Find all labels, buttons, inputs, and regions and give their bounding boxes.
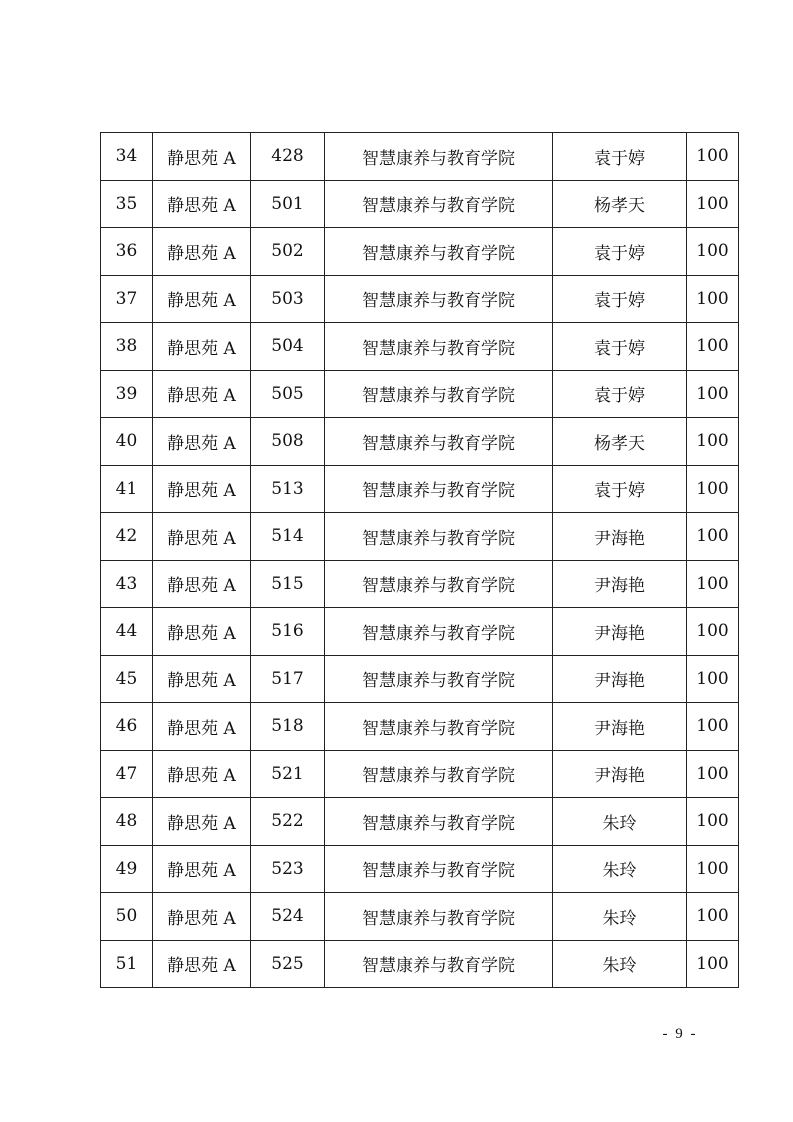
building-cell: 静思苑 A: [153, 940, 251, 988]
building-cell: 静思苑 A: [153, 608, 251, 656]
row-number-cell: 36: [101, 228, 153, 276]
score-cell: 100: [687, 608, 739, 656]
score-cell: 100: [687, 798, 739, 846]
row-number-cell: 47: [101, 750, 153, 798]
score-cell: 100: [687, 180, 739, 228]
responsible-person-cell: 朱玲: [553, 845, 687, 893]
row-number-cell: 38: [101, 323, 153, 371]
table-row: [101, 655, 739, 703]
table-row: [101, 275, 739, 323]
table-row: [101, 940, 739, 988]
building-cell: 静思苑 A: [153, 750, 251, 798]
room-number-cell: 508: [251, 418, 325, 466]
row-number-cell: 44: [101, 608, 153, 656]
row-number-cell: 51: [101, 940, 153, 988]
responsible-person-cell: 尹海艳: [553, 608, 687, 656]
row-number-cell: 43: [101, 560, 153, 608]
row-number-cell: 42: [101, 513, 153, 561]
college-cell: 智慧康养与教育学院: [325, 798, 553, 846]
score-cell: 100: [687, 323, 739, 371]
room-number-cell: 428: [251, 133, 325, 181]
building-cell: 静思苑 A: [153, 180, 251, 228]
row-number-cell: 45: [101, 655, 153, 703]
row-number-cell: 48: [101, 798, 153, 846]
score-cell: 100: [687, 845, 739, 893]
building-cell: 静思苑 A: [153, 655, 251, 703]
table-row: [101, 228, 739, 276]
building-cell: 静思苑 A: [153, 465, 251, 513]
table-row: [101, 750, 739, 798]
college-cell: 智慧康养与教育学院: [325, 370, 553, 418]
score-cell: 100: [687, 750, 739, 798]
college-cell: 智慧康养与教育学院: [325, 418, 553, 466]
score-cell: 100: [687, 703, 739, 751]
responsible-person-cell: 袁于婷: [553, 370, 687, 418]
table-row: [101, 418, 739, 466]
responsible-person-cell: 袁于婷: [553, 275, 687, 323]
building-cell: 静思苑 A: [153, 703, 251, 751]
row-number-cell: 41: [101, 465, 153, 513]
score-cell: 100: [687, 228, 739, 276]
row-number-cell: 50: [101, 893, 153, 941]
room-number-cell: 516: [251, 608, 325, 656]
room-number-cell: 504: [251, 323, 325, 371]
room-number-cell: 522: [251, 798, 325, 846]
responsible-person-cell: 尹海艳: [553, 703, 687, 751]
college-cell: 智慧康养与教育学院: [325, 893, 553, 941]
table-row: [101, 370, 739, 418]
building-cell: 静思苑 A: [153, 798, 251, 846]
college-cell: 智慧康养与教育学院: [325, 513, 553, 561]
responsible-person-cell: 袁于婷: [553, 465, 687, 513]
score-cell: 100: [687, 893, 739, 941]
table-row: [101, 465, 739, 513]
responsible-person-cell: 袁于婷: [553, 228, 687, 276]
college-cell: 智慧康养与教育学院: [325, 655, 553, 703]
room-number-cell: 503: [251, 275, 325, 323]
responsible-person-cell: 袁于婷: [553, 323, 687, 371]
row-number-cell: 39: [101, 370, 153, 418]
responsible-person-cell: 尹海艳: [553, 560, 687, 608]
table-row: [101, 703, 739, 751]
responsible-person-cell: 朱玲: [553, 893, 687, 941]
room-number-cell: 523: [251, 845, 325, 893]
row-number-cell: 34: [101, 133, 153, 181]
room-number-cell: 501: [251, 180, 325, 228]
room-number-cell: 521: [251, 750, 325, 798]
room-number-cell: 514: [251, 513, 325, 561]
college-cell: 智慧康养与教育学院: [325, 940, 553, 988]
table-row: [101, 893, 739, 941]
building-cell: 静思苑 A: [153, 275, 251, 323]
table-body: [101, 133, 739, 988]
room-number-cell: 517: [251, 655, 325, 703]
responsible-person-cell: 朱玲: [553, 940, 687, 988]
building-cell: 静思苑 A: [153, 418, 251, 466]
table-row: [101, 608, 739, 656]
building-cell: 静思苑 A: [153, 560, 251, 608]
building-cell: 静思苑 A: [153, 370, 251, 418]
responsible-person-cell: 杨孝天: [553, 418, 687, 466]
score-cell: 100: [687, 370, 739, 418]
responsible-person-cell: 朱玲: [553, 798, 687, 846]
row-number-cell: 49: [101, 845, 153, 893]
score-cell: 100: [687, 655, 739, 703]
table-row: [101, 845, 739, 893]
table-row: [101, 560, 739, 608]
row-number-cell: 46: [101, 703, 153, 751]
responsible-person-cell: 尹海艳: [553, 750, 687, 798]
room-number-cell: 502: [251, 228, 325, 276]
table-row: [101, 133, 739, 181]
dormitory-score-table: [100, 132, 739, 988]
score-cell: 100: [687, 133, 739, 181]
college-cell: 智慧康养与教育学院: [325, 703, 553, 751]
responsible-person-cell: 杨孝天: [553, 180, 687, 228]
score-cell: 100: [687, 560, 739, 608]
row-number-cell: 35: [101, 180, 153, 228]
table-row: [101, 323, 739, 371]
table-row: [101, 513, 739, 561]
responsible-person-cell: 袁于婷: [553, 133, 687, 181]
college-cell: 智慧康养与教育学院: [325, 228, 553, 276]
table-row: [101, 180, 739, 228]
building-cell: 静思苑 A: [153, 513, 251, 561]
building-cell: 静思苑 A: [153, 133, 251, 181]
room-number-cell: 513: [251, 465, 325, 513]
college-cell: 智慧康养与教育学院: [325, 323, 553, 371]
building-cell: 静思苑 A: [153, 845, 251, 893]
table-row: [101, 798, 739, 846]
college-cell: 智慧康养与教育学院: [325, 750, 553, 798]
score-cell: 100: [687, 513, 739, 561]
college-cell: 智慧康养与教育学院: [325, 560, 553, 608]
college-cell: 智慧康养与教育学院: [325, 275, 553, 323]
score-cell: 100: [687, 275, 739, 323]
building-cell: 静思苑 A: [153, 323, 251, 371]
college-cell: 智慧康养与教育学院: [325, 465, 553, 513]
room-number-cell: 525: [251, 940, 325, 988]
responsible-person-cell: 尹海艳: [553, 655, 687, 703]
score-cell: 100: [687, 418, 739, 466]
room-number-cell: 518: [251, 703, 325, 751]
room-number-cell: 505: [251, 370, 325, 418]
score-cell: 100: [687, 465, 739, 513]
room-number-cell: 524: [251, 893, 325, 941]
building-cell: 静思苑 A: [153, 893, 251, 941]
college-cell: 智慧康养与教育学院: [325, 608, 553, 656]
responsible-person-cell: 尹海艳: [553, 513, 687, 561]
row-number-cell: 37: [101, 275, 153, 323]
college-cell: 智慧康养与教育学院: [325, 133, 553, 181]
row-number-cell: 40: [101, 418, 153, 466]
college-cell: 智慧康养与教育学院: [325, 180, 553, 228]
building-cell: 静思苑 A: [153, 228, 251, 276]
college-cell: 智慧康养与教育学院: [325, 845, 553, 893]
page-number: - 9 -: [662, 1026, 698, 1042]
score-cell: 100: [687, 940, 739, 988]
room-number-cell: 515: [251, 560, 325, 608]
